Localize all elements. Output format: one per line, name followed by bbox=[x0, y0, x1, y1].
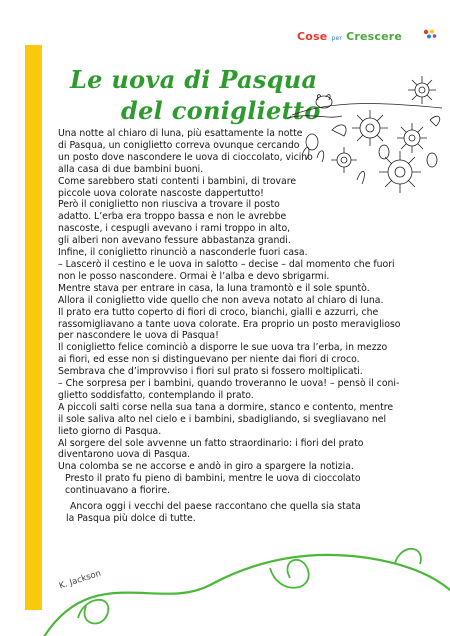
story-line: nascoste, i cespugli avevano i rami troppo in alto, bbox=[58, 223, 291, 235]
closing-line: Ancora oggi i vecchi del paese raccontano che quella sia stata bbox=[70, 501, 361, 513]
author-signature: K. Jackson bbox=[58, 568, 103, 592]
story-line: lieto giorno di Pasqua. bbox=[58, 425, 162, 437]
story-line: Sembrava che d’improvviso i fiori sul prato si fossero moltiplicati. bbox=[58, 366, 363, 378]
story-line: gli alberi non avevano fessure abbastanza grandi. bbox=[58, 235, 291, 247]
closing-line: la Pasqua più dolce di tutte. bbox=[66, 513, 196, 524]
story-line: Una notte al chiaro di luna, più esattamente la notte bbox=[58, 128, 303, 139]
story-line: adatto. L’erba era troppo bassa e non le avrebbe bbox=[58, 211, 287, 223]
story-line: di Pasqua, un coniglietto correva ovunque cercando bbox=[58, 139, 300, 151]
story-line: Al sorgere del sole avvenne un fatto straordinario: i fiori del prato bbox=[58, 437, 364, 449]
story-line: alla casa di due bambini buoni. bbox=[58, 163, 204, 175]
story-line: Il prato era tutto coperto di fiori di croco, bianchi, gialli e azzurri, che bbox=[58, 306, 379, 318]
story-line: – Lascerò il cestino e le uova in salotto – decise – dal momento che fuori bbox=[58, 258, 395, 270]
title-line-1: Le uova di Pasqua bbox=[70, 65, 318, 94]
story-line: Una colomba se ne accorse e andò in giro a spargere la notizia. bbox=[58, 461, 354, 473]
story-line: un posto dove nascondere le uova di cioccolato, vicino bbox=[58, 151, 313, 163]
story-line: per nascondere le uova di Pasqua! bbox=[58, 330, 219, 342]
story-line: Infine, il coniglietto rinunciò a nasconderle fuori casa. bbox=[58, 247, 308, 259]
story-line: Il coniglietto felice cominciò a disporre le sue uova tra l’erba, in mezzo bbox=[58, 342, 388, 354]
story-line: A piccoli salti corse nella sua tana a dormire, stanco e contento, mentre bbox=[58, 401, 394, 413]
closing-line: Presto il prato fu pieno di bambini, mentre le uova di cioccolato bbox=[65, 473, 361, 485]
closing-line: continuavano a fiorire. bbox=[65, 485, 171, 497]
story-line: Come sarebbero stati contenti i bambini, di trovare bbox=[58, 175, 297, 187]
story-line: non le posso nascondere. Ormai è l’alba e devo sbrigarmi. bbox=[58, 270, 330, 282]
story-line: piccole uova colorate nascoste dappertutto! bbox=[58, 187, 264, 199]
story-line: Però il coniglietto non riusciva a trovare il posto bbox=[58, 199, 280, 211]
story-line: diventarono uova di Pasqua. bbox=[58, 449, 191, 461]
story-line: rassomigliavano a tante uova colorate. Era proprio un posto meraviglioso bbox=[58, 318, 401, 330]
title-line-2: del coniglietto bbox=[121, 96, 321, 125]
story-line: Mentre stava per entrare in casa, la luna tramontò e il sole spuntò. bbox=[58, 282, 370, 294]
story-line: glietto soddisfatto, contemplando il prato. bbox=[58, 389, 254, 401]
story-line: – Che sorpresa per i bambini, quando troveranno le uova! – pensò il coni- bbox=[58, 378, 400, 390]
brand-logo: Cose per Crescere bbox=[297, 30, 403, 43]
story-line: ai fiori, ed esse non si distinguevano per niente dai fiori di croco. bbox=[58, 354, 360, 366]
story-line: il sole saliva alto nel cielo e i bambini, sbadigliando, si svegliavano nel bbox=[58, 413, 387, 425]
logo-dots-icon bbox=[423, 29, 437, 39]
story-body bbox=[58, 128, 430, 525]
story-line: Allora il coniglietto vide quello che non aveva notato al chiaro di luna. bbox=[58, 294, 384, 306]
